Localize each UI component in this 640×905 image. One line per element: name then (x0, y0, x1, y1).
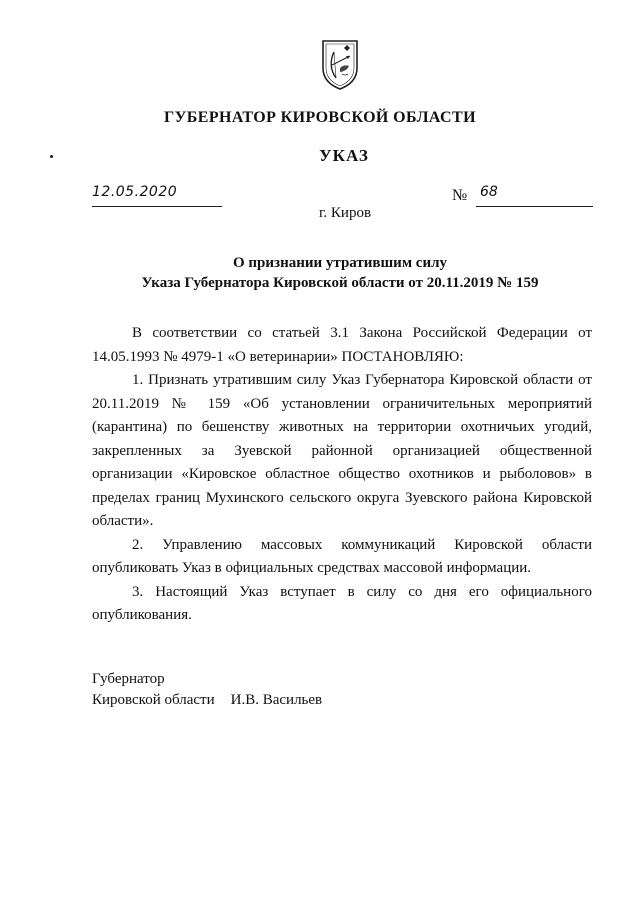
signer-position-line-2: Кировской области (92, 692, 215, 708)
number-field (476, 186, 593, 207)
coat-of-arms-icon (320, 38, 360, 90)
title-line-2: Указа Губернатора Кировской области от 20.11.2019 № 159 (141, 275, 539, 291)
signer-position-line-1: Губернатор (92, 671, 165, 687)
preamble-paragraph: В соответствии со статьей 3.1 Закона Российской Федерации от 14.05.1993 № 4979-1 «О ветеринарии» ПОСТАНОВЛЯЮ: (92, 325, 592, 365)
item-2-paragraph: 2. Управлению массовых коммуникаций Кировской области опубликовать Указ в официальных средствах массовой информации. (92, 536, 592, 576)
signature-block (92, 669, 322, 711)
place-of-issue: г. Киров (318, 205, 372, 221)
document-title (0, 253, 640, 293)
number-value: 68 (480, 184, 498, 200)
date-field (92, 186, 222, 207)
number-label: № (452, 187, 468, 204)
issuing-authority: ГУБЕРНАТОР КИРОВСКОЙ ОБЛАСТИ (164, 109, 476, 126)
item-1-paragraph: 1. Признать утратившим силу Указ Губернатора Кировской области от 20.11.2019 № 159 «Об установлении ограничительных мероприятий (карантина) по бешенству животных на территории охотничьих угодий, закрепленных за Зуевской районной организацией общественной организации «Кировское областное общество охотников и рыболовов» в пределах границ Мухинского сельского округа Зуевского района Кировской области». (92, 372, 592, 529)
document-type: УКАЗ (319, 146, 369, 165)
title-line-1: О признании утратившим силу (233, 255, 447, 271)
date-value: 12.05.2020 (92, 184, 178, 200)
document-body (92, 322, 592, 628)
item-3-paragraph: 3. Настоящий Указ вступает в силу со дня его официального опубликования. (92, 583, 592, 623)
signer-name: И.В. Васильев (230, 692, 323, 708)
